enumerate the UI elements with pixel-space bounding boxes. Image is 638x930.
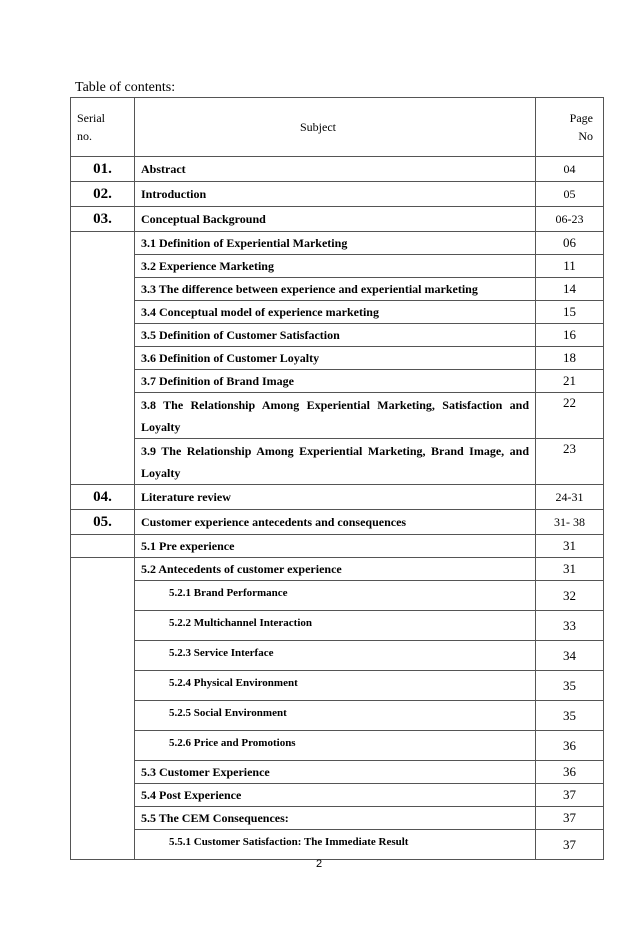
empty-serial-cell — [71, 535, 135, 558]
toc-page: 31 — [536, 558, 604, 581]
toc-page: 36 — [536, 761, 604, 784]
toc-page: 15 — [536, 301, 604, 324]
toc-page: 16 — [536, 324, 604, 347]
toc-page: 22 — [536, 393, 604, 439]
toc-page: 23 — [536, 439, 604, 485]
toc-page: 32 — [536, 581, 604, 611]
toc-title: 3.2 Experience Marketing — [135, 255, 536, 278]
toc-row: 03. Conceptual Background 06-23 — [71, 207, 604, 232]
empty-serial-cell — [71, 232, 135, 485]
toc-page: 18 — [536, 347, 604, 370]
toc-row — [71, 301, 604, 324]
toc-title: 5.2.1 Brand Performance — [135, 581, 536, 611]
toc-page: 06-23 — [536, 207, 604, 232]
toc-table — [70, 97, 604, 860]
toc-title: 5.3 Customer Experience — [135, 761, 536, 784]
toc-title: 5.4 Post Experience — [135, 784, 536, 807]
toc-title: Introduction — [135, 182, 536, 207]
toc-page: 37 — [536, 784, 604, 807]
toc-page: 04 — [536, 157, 604, 182]
empty-serial-cell — [71, 558, 135, 860]
toc-title: 3.3 The difference between experience and experiential marketing — [135, 278, 536, 301]
toc-title: 5.5 The CEM Consequences: — [135, 807, 536, 830]
toc-row — [71, 641, 604, 671]
toc-page: 24-31 — [536, 485, 604, 510]
toc-row — [71, 232, 604, 255]
toc-page: 34 — [536, 641, 604, 671]
toc-title: 5.2.2 Multichannel Interaction — [135, 611, 536, 641]
toc-page: 31 — [536, 535, 604, 558]
toc-row: 02. Introduction 05 — [71, 182, 604, 207]
toc-page: 33 — [536, 611, 604, 641]
toc-title: Conceptual Background — [135, 207, 536, 232]
toc-title: 5.1 Pre experience — [135, 535, 536, 558]
toc-title: Customer experience antecedents and consequences — [135, 510, 536, 535]
header-subject: Subject — [135, 98, 536, 157]
toc-title: 5.2.5 Social Environment — [135, 701, 536, 731]
toc-row: 01. Abstract 04 — [71, 157, 604, 182]
header-page: Page No — [536, 98, 604, 157]
toc-page: 31- 38 — [536, 510, 604, 535]
toc-row — [71, 807, 604, 830]
toc-title: 5.2.4 Physical Environment — [135, 671, 536, 701]
toc-title: 3.5 Definition of Customer Satisfaction — [135, 324, 536, 347]
toc-row — [71, 558, 604, 581]
toc-row — [71, 324, 604, 347]
toc-page: 05 — [536, 182, 604, 207]
toc-page: 21 — [536, 370, 604, 393]
toc-row: 04. Literature review 24-31 — [71, 485, 604, 510]
toc-title: 3.7 Definition of Brand Image — [135, 370, 536, 393]
toc-page: 11 — [536, 255, 604, 278]
toc-title: 3.6 Definition of Customer Loyalty — [135, 347, 536, 370]
toc-title: 5.2.6 Price and Promotions — [135, 731, 536, 761]
toc-row — [71, 347, 604, 370]
toc-caption: Table of contents: — [75, 80, 176, 95]
toc-title: Abstract — [135, 157, 536, 182]
toc-page: 35 — [536, 671, 604, 701]
toc-title: 3.4 Conceptual model of experience marketing — [135, 301, 536, 324]
toc-page: 37 — [536, 830, 604, 860]
toc-page: 37 — [536, 807, 604, 830]
toc-title: 3.9 The Relationship Among Experiential Marketing, Brand Image, and Loyalty — [135, 439, 536, 485]
toc-title: Literature review — [135, 485, 536, 510]
toc-title: 3.1 Definition of Experiential Marketing — [135, 232, 536, 255]
toc-title: 5.2.3 Service Interface — [135, 641, 536, 671]
toc-page: 35 — [536, 701, 604, 731]
toc-row — [71, 255, 604, 278]
toc-row — [71, 761, 604, 784]
toc-row — [71, 439, 604, 485]
toc-title: 5.5.1 Customer Satisfaction: The Immediate Result — [135, 830, 536, 860]
page-number: 2 — [315, 858, 323, 870]
header-serial: Serial no. — [71, 98, 135, 157]
toc-row — [71, 611, 604, 641]
toc-row — [71, 701, 604, 731]
toc-title: 3.8 The Relationship Among Experiential Marketing, Satisfaction and Loyalty — [135, 393, 536, 439]
toc-row — [71, 784, 604, 807]
toc-header-row — [71, 98, 604, 157]
toc-row — [71, 731, 604, 761]
toc-row — [71, 278, 604, 301]
toc-row — [71, 830, 604, 860]
toc-page: 36 — [536, 731, 604, 761]
toc-row — [71, 370, 604, 393]
toc-row — [71, 581, 604, 611]
toc-row — [71, 535, 604, 558]
toc-row — [71, 393, 604, 439]
toc-row: 05. Customer experience antecedents and consequences 31- 38 — [71, 510, 604, 535]
toc-title: 5.2 Antecedents of customer experience — [135, 558, 536, 581]
toc-page: 06 — [536, 232, 604, 255]
toc-row — [71, 671, 604, 701]
toc-page: 14 — [536, 278, 604, 301]
